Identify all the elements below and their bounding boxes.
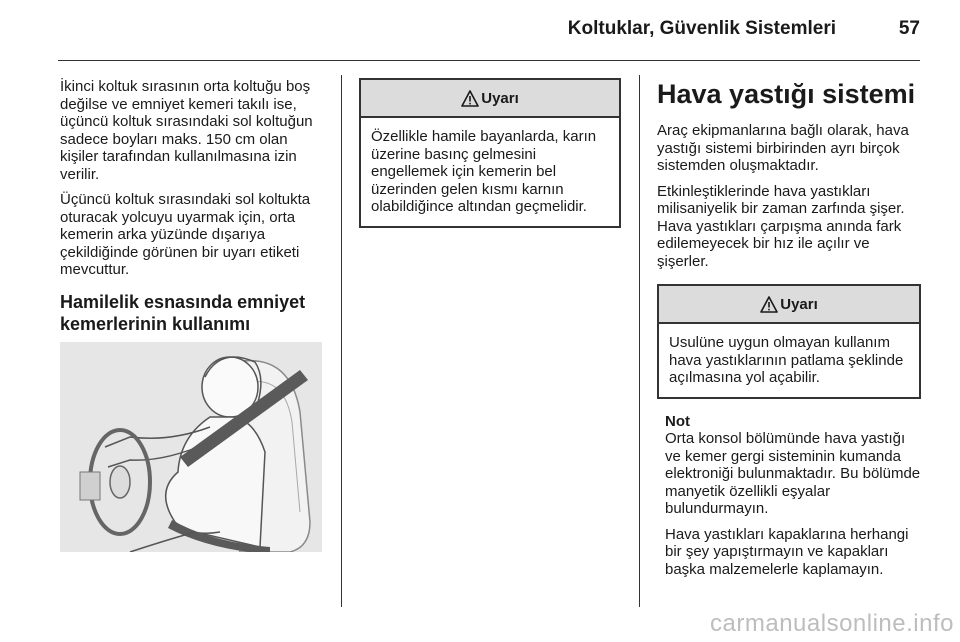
page-number: 57 (898, 18, 920, 39)
paragraph-warning-label: Üçüncü koltuk sırasındaki sol koltukta oturacak yolcuyu uyarmak için, orta kemerin arka yüzünde dışarıya çekildiğinde görünen bir uyarı etiketi mevcuttur. (60, 191, 311, 278)
column-2 (359, 78, 621, 228)
note-block (657, 413, 921, 579)
column-1 (60, 78, 328, 345)
section-heading-airbag: Hava yastığı sistemi (657, 79, 916, 109)
warning-text: Usulüne uygun olmayan kullanım hava yastıklarının patlama şeklinde açılmasına yol açabilir. (669, 334, 904, 386)
paragraph-airbag-systems: Araç ekipmanlarına bağlı olarak, hava yastığı sistemi birbirinden ayrı birçok sistemden oluşmaktadır. (657, 122, 909, 174)
pregnant-driver-seatbelt-illustration (60, 342, 322, 552)
note-label: Not (665, 412, 690, 430)
warning-triangle-icon (461, 90, 479, 107)
running-header-title: Koltuklar, Güvenlik Sistemleri (567, 18, 836, 39)
warning-header (361, 80, 619, 118)
warning-text: Özellikle hamile bayanlarda, karın üzerine basınç gelmesini engellemek için kemerin bel üzerinden gelen kısmı karnın olabildiğince altından geçmelidir. (371, 128, 597, 215)
column-divider-2 (639, 75, 640, 607)
warning-box-pregnancy (359, 78, 621, 228)
warning-title: Uyarı (481, 89, 519, 107)
note-paragraph-covers: Hava yastıkları kapaklarına herhangi bir şey yapıştırmayın ve kapakları başka malzemelerle kaplamayın. (665, 525, 909, 578)
column-3 (657, 78, 921, 586)
column-divider-1 (341, 75, 342, 607)
watermark: carmanualsonline.info (710, 610, 954, 637)
header-rule (58, 60, 920, 61)
paragraph-seat-restriction: İkinci koltuk sırasının orta koltuğu boş değilse ve emniyet kemeri takılı ise, üçüncü koltuk sırasındaki sol koltuğun sadece boyları maks. 150 cm olan kişiler tarafından kullanılmasına izin verilir. (60, 78, 313, 183)
warning-triangle-icon (760, 296, 778, 313)
warning-title: Uyarı (780, 295, 818, 313)
paragraph-airbag-inflation: Etkinleştiklerinde hava yastıkları milisaniyelik bir zaman zarfında şişer. Hava yastıkları çarpışma anında fark edilemeyecek bir hız ile açılır ve şişerler. (657, 182, 905, 270)
warning-header (659, 286, 919, 324)
note-paragraph-electronics: Orta konsol bölümünde hava yastığı ve kemer gergi sisteminin kumanda elektroniği bulunmaktadır. Bu bölümde manyetik özellikli eşyalar bulundurmayın. (665, 430, 921, 517)
section-heading-pregnancy: Hamilelik esnasında emniyet kemerlerinin kullanımı (60, 291, 306, 334)
warning-box-airbag (657, 284, 921, 399)
